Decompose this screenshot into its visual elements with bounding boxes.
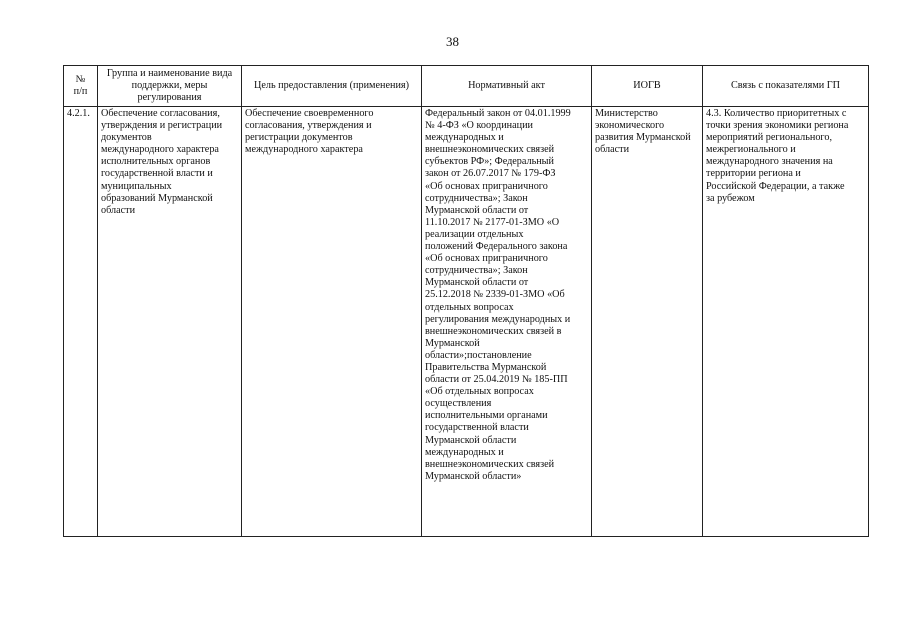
table-header-row bbox=[64, 66, 869, 107]
header-iogv: ИОГВ bbox=[592, 66, 703, 107]
header-purpose: Цель предоставления (применения) bbox=[242, 66, 422, 107]
header-indicator-link: Связь с показателями ГП bbox=[703, 66, 869, 107]
row-indicator-link: 4.3. Количество приоритетных с точки зрения экономики региона мероприятий регионального, межрегионального и международного значения на территории региона и Российской Федерации, а также за рубежом bbox=[703, 107, 869, 537]
table-row bbox=[64, 107, 869, 537]
page-number: 38 bbox=[446, 34, 459, 49]
row-iogv: Министерство экономического развития Мурманской области bbox=[592, 107, 703, 537]
row-support-group: Обеспечение согласования, утверждения и регистрации документов международного характера исполнительных органов государственной власти и муниципальных образований Мурманской области bbox=[98, 107, 242, 537]
row-number: 4.2.1. bbox=[64, 107, 98, 537]
header-number: № п/п bbox=[64, 66, 98, 107]
header-support-group: Группа и наименование вида поддержки, меры регулирования bbox=[98, 66, 242, 107]
header-legal-act: Нормативный акт bbox=[422, 66, 592, 107]
support-measures-table bbox=[63, 65, 869, 537]
row-legal-act: Федеральный закон от 04.01.1999 № 4-ФЗ «О координации международных и внешнеэкономических связей субъектов РФ»; Федеральный закон от 26.07.2017 № 179-ФЗ «Об основах приграничного сотрудничества»; Закон Мурманской области от 11.10.2017 № 2177-01-ЗМО «О реализации отдельных положений Федерального закона «Об основах приграничного сотрудничества»; Закон Мурманской области от 25.12.2018 № 2339-01-ЗМО «Об отдельных вопросах регулирования международных и внешнеэкономических связей в Мурманской области»;постановление Правительства Мурманской области от 25.04.2019 № 185-ПП «Об отдельных вопросах осуществления исполнительными органами государственной власти Мурманской области международных и внешнеэкономических связей Мурманской области» bbox=[422, 107, 592, 537]
row-purpose: Обеспечение своевременного согласования, утверждения и регистрации документов международного характера bbox=[242, 107, 422, 537]
